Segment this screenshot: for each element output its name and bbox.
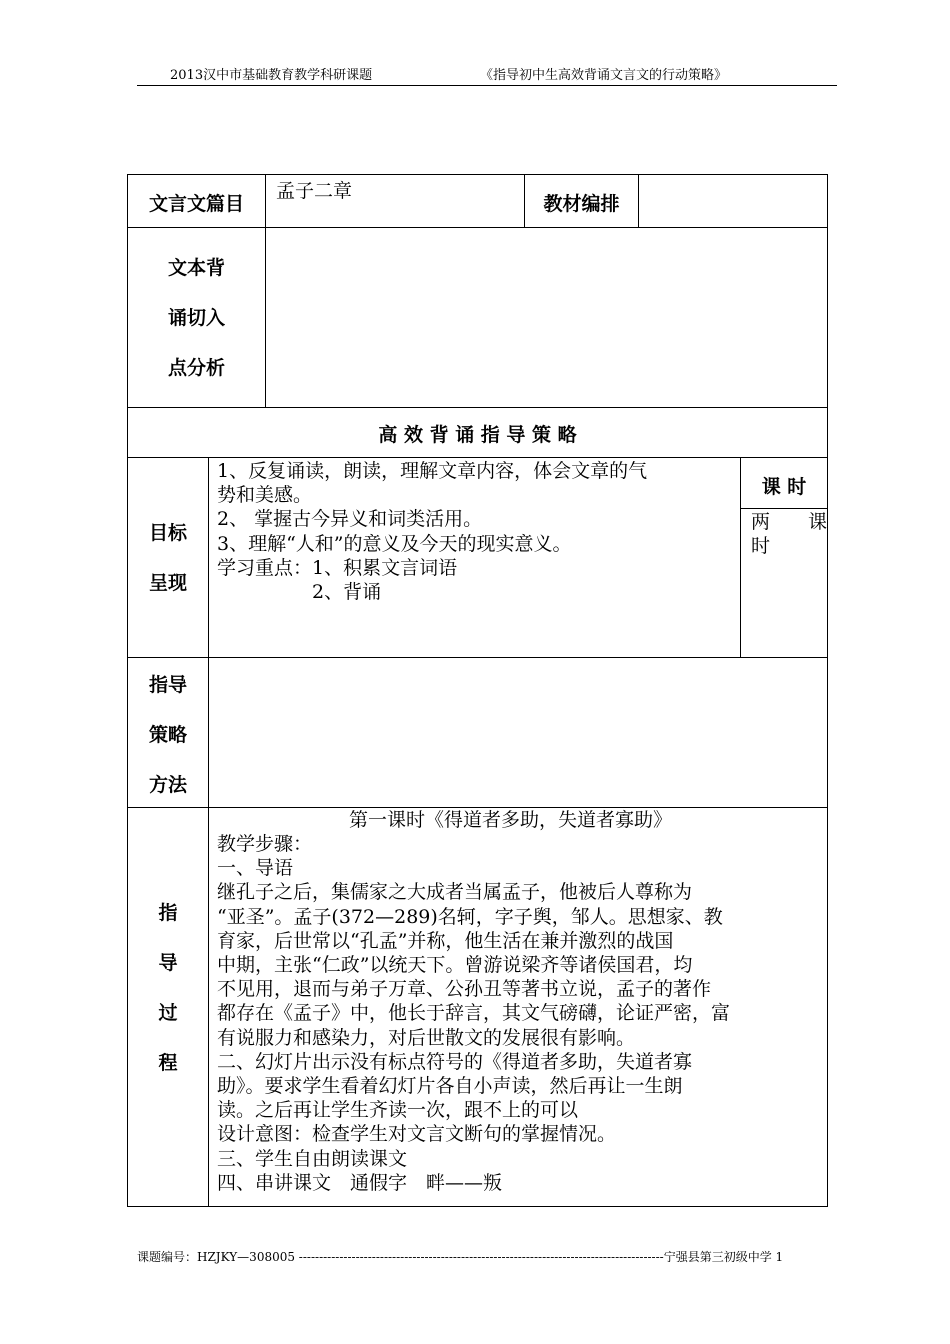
row-divider	[127, 227, 828, 228]
goals-text: 1、反复诵读，朗读，理解文章内容，体会文章的气 势和美感。 2、 掌握古今异义和词类活用。 3、理解“人和”的意义及今天的现实意义。 学习重点：1、积累文言词语 2、背诵	[217, 460, 648, 604]
period-label: 课 时	[761, 476, 807, 498]
strategy-heading: 高 效 背 诵 指 导 策 略	[378, 424, 577, 446]
header-document-title: 《指导初中生高效背诵文言文的行动策略》	[480, 68, 728, 83]
period-divider	[740, 508, 828, 509]
title-value: 孟子二章	[276, 180, 353, 202]
row-divider	[127, 657, 828, 658]
col-divider	[208, 457, 209, 1206]
title-label: 文言文篇目	[148, 193, 244, 215]
process-lesson-title: 第一课时《得道者多助，失道者寡助》	[349, 809, 673, 831]
table-border-right	[827, 174, 828, 1206]
process-label: 指 导 过 程	[158, 902, 178, 1074]
row-divider	[127, 407, 828, 408]
header-project-title: 2013汉中市基础教育教学科研课题	[170, 68, 373, 83]
col-divider	[638, 174, 639, 227]
table-border-top	[127, 174, 828, 175]
period-value: 两 课 时	[751, 511, 828, 558]
header-rule	[137, 85, 837, 86]
col-divider	[265, 174, 266, 407]
analysis-label: 文本背 诵切入 点分析	[167, 257, 225, 379]
table-border-bottom	[127, 1206, 828, 1207]
arrangement-label: 教材编排	[543, 193, 620, 215]
row-divider	[127, 457, 828, 458]
goals-label: 目标 呈现	[148, 522, 187, 594]
footer-text: 课题编号：HZJKY—308005 ------------------------------------------------------------------------------------------宁强县第三初级中学 1	[137, 1250, 784, 1264]
process-text: 教学步骤： 一、导语 继孔子之后，集儒家之大成者当属孟子，他被后人尊称为 “亚圣”。孟子(372—289)名轲，字子舆，邹人。思想家、教 育家，后世常以“孔孟”并称，他生活在兼并激烈的战国 中期，主张“仁政”以统天下。曾游说梁齐等诸侯国君，均 不见用，退而与弟子万章、公孙丑等著书立说，孟子的著作 都存在《孟子》中，他长于辞言，其文气磅礴，论证严密，富 有说服力和感染力，对后世散文的发展很有影响。 二、幻灯片出示没有标点符号的《得道者多助，失道者寡 助》。要求学生看着幻灯片各自小声读，然后再让一生朗 读。之后再让学生齐读一次，跟不上的可以 设计意图：检查学生对文言文断句的掌握情况。 三、学生自由朗读课文 四、串讲课文 通假字 畔——叛	[217, 833, 731, 1194]
method-label: 指导 策略 方法	[148, 674, 187, 796]
